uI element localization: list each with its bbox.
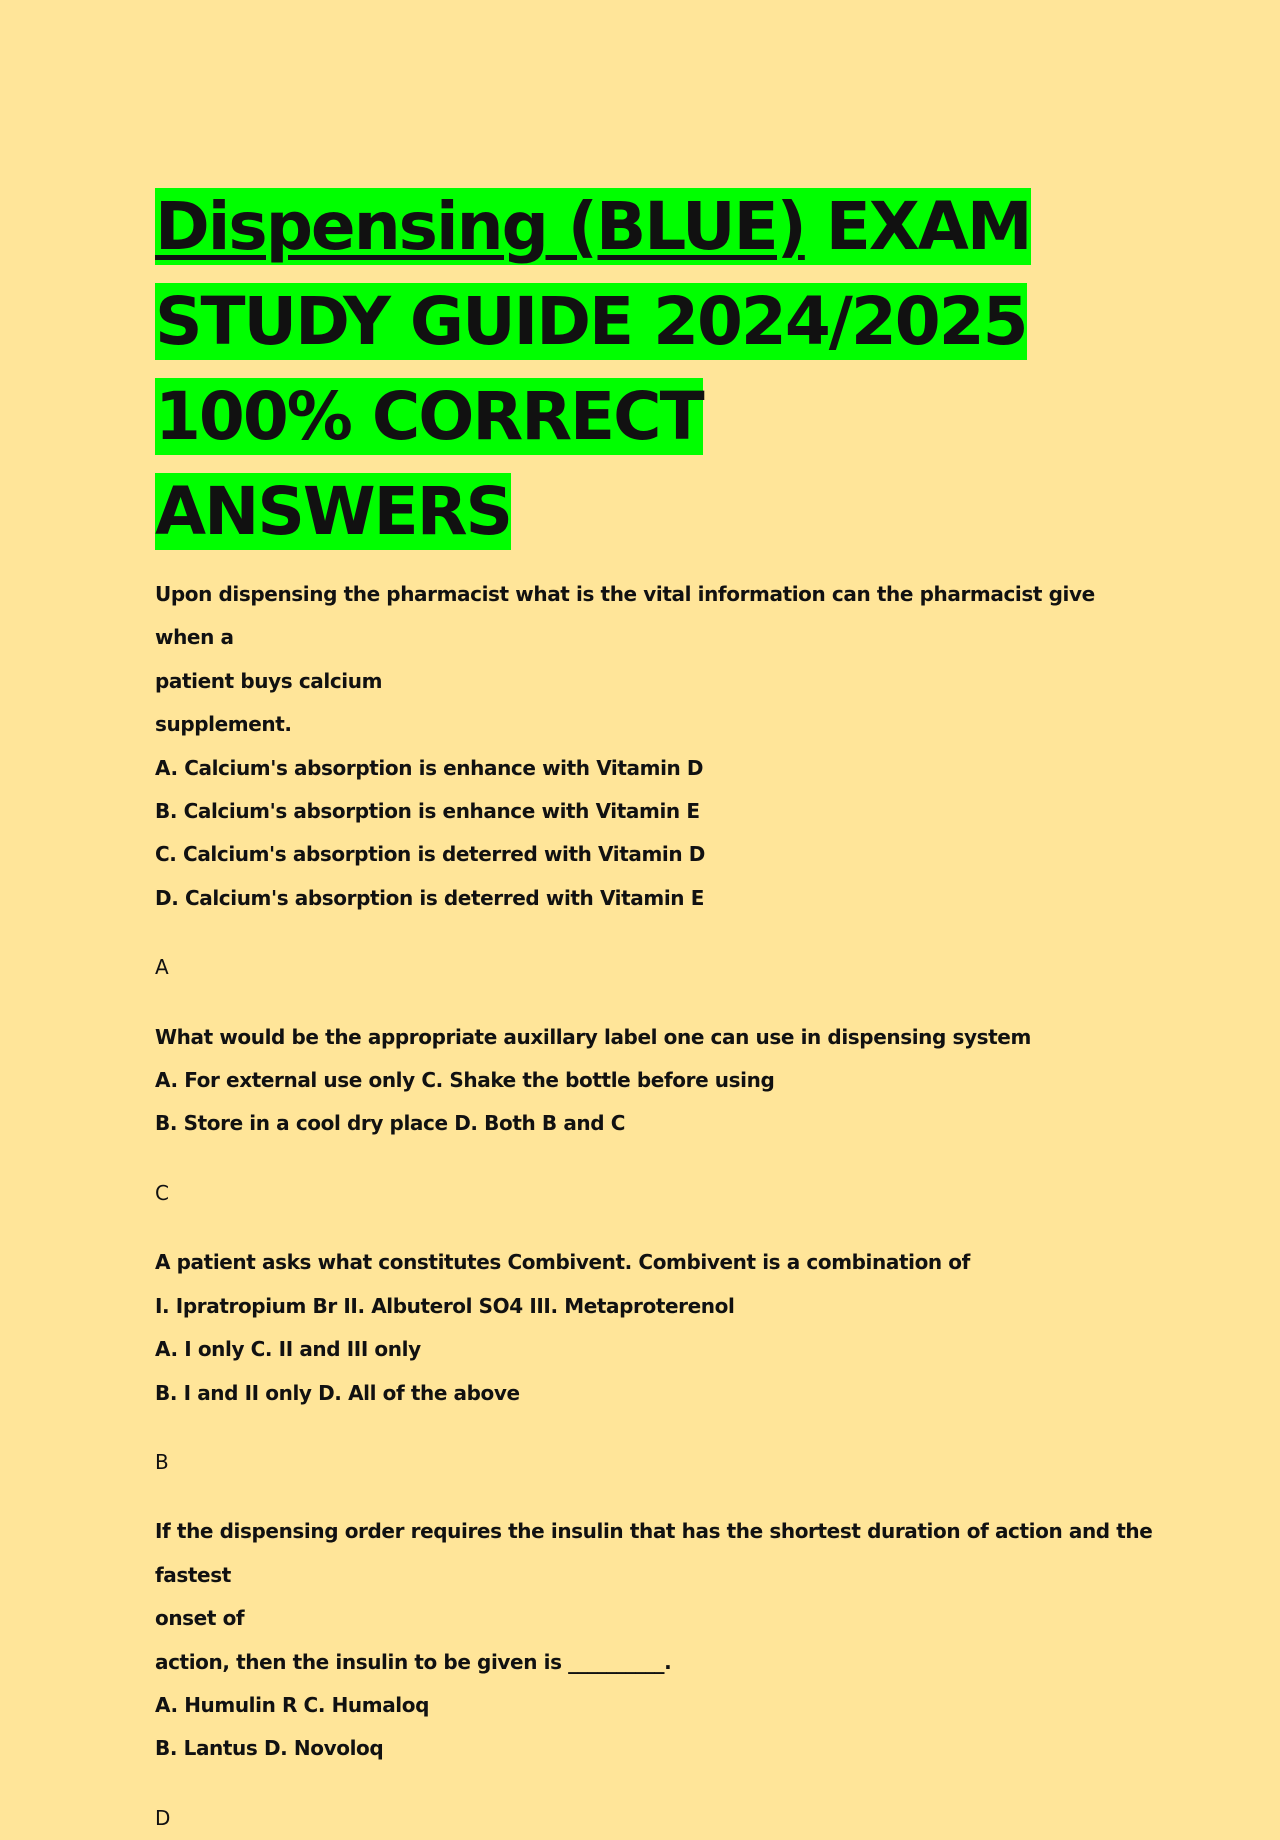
question-line: I. Ipratropium Br II. Albuterol SO4 III. Metaproterenol xyxy=(155,1293,735,1318)
answer-text: A xyxy=(155,955,169,980)
question-line: A. I only C. II and III only xyxy=(155,1337,421,1362)
question-block xyxy=(155,1510,1160,1840)
question-line: B. Store in a cool dry place D. Both B and C xyxy=(155,1111,626,1136)
question-text: What would be the appropriate auxillary label one can use in dispensing system xyxy=(155,1024,1031,1049)
question-text: If the dispensing order requires the insulin that has the shortest duration of action and the fastest xyxy=(155,1519,1153,1587)
question-line: C. Calcium's absorption is deterred with Vitamin D xyxy=(155,842,705,867)
question-line: supplement. xyxy=(155,712,292,737)
question-list xyxy=(155,573,1160,1840)
answer-text: C xyxy=(155,1180,169,1205)
question-line: B. Calcium's absorption is enhance with Vitamin E xyxy=(155,799,700,824)
question-line: A. Calcium's absorption is enhance with Vitamin D xyxy=(155,755,704,780)
question-line: A. Humulin R C. Humaloq xyxy=(155,1692,430,1717)
question-line: action, then the insulin to be given is __________. xyxy=(155,1649,672,1674)
title-underlined: Dispensing (BLUE) xyxy=(155,188,805,265)
question-text: A patient asks what constitutes Combivent. Combivent is a combination of xyxy=(155,1250,970,1275)
title-line1-rest: EXAM xyxy=(804,188,1031,265)
question-block xyxy=(155,1016,1160,1216)
document-title xyxy=(155,179,1035,559)
question-block xyxy=(155,1241,1160,1484)
question-line: A. For external use only C. Shake the bottle before using xyxy=(155,1068,775,1093)
title-line3: 100% CORRECT ANSWERS xyxy=(155,378,703,550)
question-line: D. Calcium's absorption is deterred with Vitamin E xyxy=(155,885,704,910)
question-line: B. Lantus D. Novoloq xyxy=(155,1736,384,1761)
question-line: B. I and II only D. All of the above xyxy=(155,1380,520,1405)
question-text: Upon dispensing the pharmacist what is the vital information can the pharmacist give when a xyxy=(155,582,1095,650)
question-line: onset of xyxy=(155,1606,245,1631)
answer-text: D xyxy=(155,1805,171,1830)
answer-text: B xyxy=(155,1449,169,1474)
question-line: patient buys calcium xyxy=(155,668,383,693)
question-block xyxy=(155,573,1160,990)
title-line2: STUDY GUIDE 2024/2025 xyxy=(155,283,1027,360)
